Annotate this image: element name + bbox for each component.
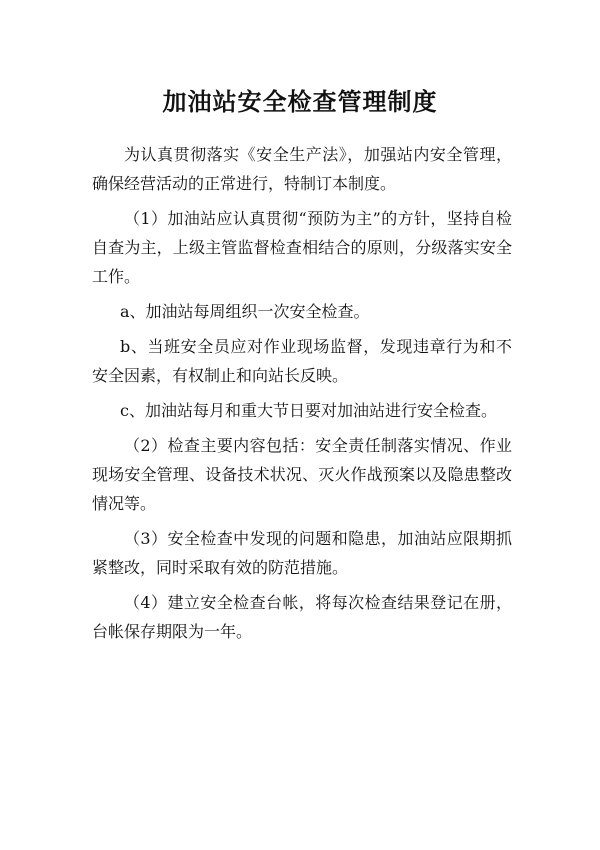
clause-2-paragraph: （2）检查主要内容包括：安全责任制落实情况、作业现场安全管理、设备技术状况、灭火作战预案以及隐患整改情况等。 xyxy=(92,436,512,513)
clause-4-paragraph: （4）建立安全检查台帐，将每次检查结果登记在册，台帐保存期限为一年。 xyxy=(92,593,512,641)
clause-1a-paragraph: a、加油站每周组织一次安全检查。 xyxy=(120,302,370,321)
clause-1c-paragraph: c、加油站每月和重大节日要对加油站进行安全检查。 xyxy=(120,401,497,420)
clause-1-paragraph: （1）加油站应认真贯彻“预防为主”的方针，坚持自检自查为主，上级主管监督检查相结合的原则，分级落实安全工作。 xyxy=(92,209,512,286)
document-body xyxy=(92,140,512,652)
document-title: 加油站安全检查管理制度 xyxy=(162,87,438,116)
clause-1b-paragraph: b、当班安全员应对作业现场监督，发现违章行为和不安全因素，有权制止和向站长反映。 xyxy=(92,337,512,385)
intro-paragraph: 为认真贯彻落实《安全生产法》，加强站内安全管理，确保经营活动的正常进行，特制订本制度。 xyxy=(92,145,512,193)
clause-3-paragraph: （3）安全检查中发现的问题和隐患，加油站应限期抓紧整改，同时采取有效的防范措施。 xyxy=(92,529,512,577)
